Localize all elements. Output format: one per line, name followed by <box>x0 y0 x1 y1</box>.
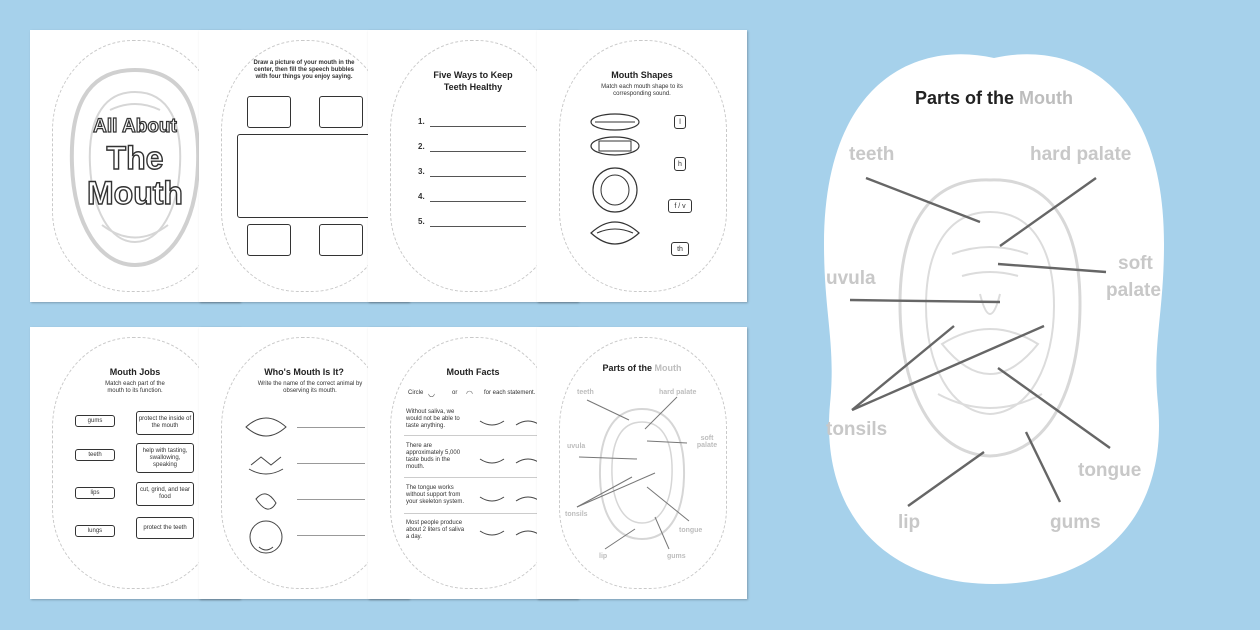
sound-card-l[interactable]: l <box>674 115 686 129</box>
whos-title: Who's Mouth Is It? <box>264 367 344 377</box>
answer-line[interactable] <box>297 535 365 536</box>
label-hard-palate: hard palate <box>1030 144 1132 165</box>
label-teeth: teeth <box>849 144 895 165</box>
page-parts-small[interactable] <box>537 327 747 599</box>
label-tonsils: tonsils <box>826 419 888 440</box>
part-card[interactable]: gums <box>75 415 115 427</box>
mouth-diagram-icon <box>812 44 1176 592</box>
mouth-shape-icon <box>585 108 645 248</box>
drawing-area[interactable] <box>237 134 373 218</box>
fact-text: There are approximately 5,000 taste buds in the mouth. <box>406 443 461 470</box>
facts-or-word: or <box>452 390 458 396</box>
cover-title-line1: All About <box>93 116 177 137</box>
parts-small-title-b: Mouth <box>654 363 682 373</box>
part-card[interactable]: lips <box>75 487 115 499</box>
function-card[interactable]: protect the inside of the mouth <box>136 411 194 435</box>
label-uvula: uvula <box>826 268 876 289</box>
label-lip-small: lip <box>599 553 608 560</box>
function-card[interactable]: help with tasting, swallowing, speaking <box>136 443 194 473</box>
smile-icon: ◡ <box>428 389 435 398</box>
label-soft-palate-small: soft palate <box>696 435 718 449</box>
parts-small-title-a: Parts of the <box>602 363 652 373</box>
shapes-subtitle: Match each mouth shape to its corresponding sound. <box>601 84 683 97</box>
label-hard-palate-small: hard palate <box>659 389 697 396</box>
function-card[interactable]: cut, grind, and tear food <box>136 482 194 506</box>
sound-card-th[interactable]: th <box>671 242 689 256</box>
fact-text: Without saliva, we would not be able to taste anything. <box>406 409 460 429</box>
list-number: 2. <box>418 142 425 151</box>
cover-title-line2: The <box>106 140 164 176</box>
answer-line[interactable] <box>430 176 526 177</box>
page-mouth-shapes[interactable] <box>537 30 747 302</box>
answer-line[interactable] <box>297 463 365 464</box>
function-card[interactable]: protect the teeth <box>136 517 194 539</box>
list-number: 1. <box>418 117 425 126</box>
label-tongue: tongue <box>1078 460 1142 481</box>
speech-bubble[interactable] <box>319 96 363 128</box>
speech-bubble[interactable] <box>319 224 363 256</box>
fact-text: The tongue works without support from your skeleton system. <box>406 485 465 505</box>
label-tongue-small: tongue <box>679 527 703 534</box>
fact-text: Most people produce about 2 liters of saliva a day. <box>406 520 465 540</box>
sound-card-h[interactable]: h <box>674 157 686 171</box>
list-number: 3. <box>418 167 425 176</box>
featured-title-a: Parts of the <box>914 88 1015 108</box>
label-uvula-small: uvula <box>567 443 586 450</box>
facts-for-each: for each statement. <box>484 390 536 396</box>
answer-line[interactable] <box>430 151 526 152</box>
mouth-diagram-icon <box>537 327 747 599</box>
jobs-subtitle: Match each part of the mouth to its function. <box>105 381 165 394</box>
list-number: 5. <box>418 217 425 226</box>
label-soft-palate-1: soft <box>1118 253 1153 274</box>
part-card[interactable]: lungs <box>75 525 115 537</box>
label-lip: lip <box>898 512 921 533</box>
facts-title: Mouth Facts <box>446 367 500 377</box>
answer-line[interactable] <box>430 226 526 227</box>
five-ways-title-2: Teeth Healthy <box>443 82 503 92</box>
label-gums-small: gums <box>667 553 686 560</box>
label-soft-palate-2: palate <box>1106 280 1161 301</box>
shapes-title: Mouth Shapes <box>611 70 673 80</box>
label-tonsils-small: tonsils <box>565 511 588 518</box>
list-number: 4. <box>418 192 425 201</box>
answer-line[interactable] <box>297 427 365 428</box>
whos-subtitle: Write the name of the correct animal by observing its mouth. <box>257 381 363 394</box>
divider <box>404 435 544 436</box>
smile-frown-choices-icon <box>476 407 546 567</box>
answer-line[interactable] <box>430 201 526 202</box>
answer-line[interactable] <box>297 499 365 500</box>
speech-bubble[interactable] <box>247 96 291 128</box>
sound-card-fv[interactable]: f / v <box>668 199 692 213</box>
cover-title-line3: Mouth <box>87 175 183 211</box>
speech-bubble[interactable] <box>247 224 291 256</box>
part-card[interactable]: teeth <box>75 449 115 461</box>
five-ways-title-1: Five Ways to Keep <box>433 70 513 80</box>
divider <box>404 477 544 478</box>
frown-icon: ◠ <box>466 389 473 398</box>
label-gums: gums <box>1050 512 1101 533</box>
featured-parts-page[interactable] <box>812 44 1176 592</box>
animal-mouth-icon <box>241 407 291 557</box>
draw-instructions: Draw a picture of your mouth in the center, then fill the speech bubbles with four things you enjoy saying. <box>253 60 355 80</box>
divider <box>404 513 544 514</box>
answer-line[interactable] <box>430 126 526 127</box>
label-teeth-small: teeth <box>577 389 594 396</box>
featured-title-b: Mouth <box>1019 88 1074 108</box>
jobs-title: Mouth Jobs <box>109 367 161 377</box>
facts-circle-word: Circle <box>408 390 424 396</box>
